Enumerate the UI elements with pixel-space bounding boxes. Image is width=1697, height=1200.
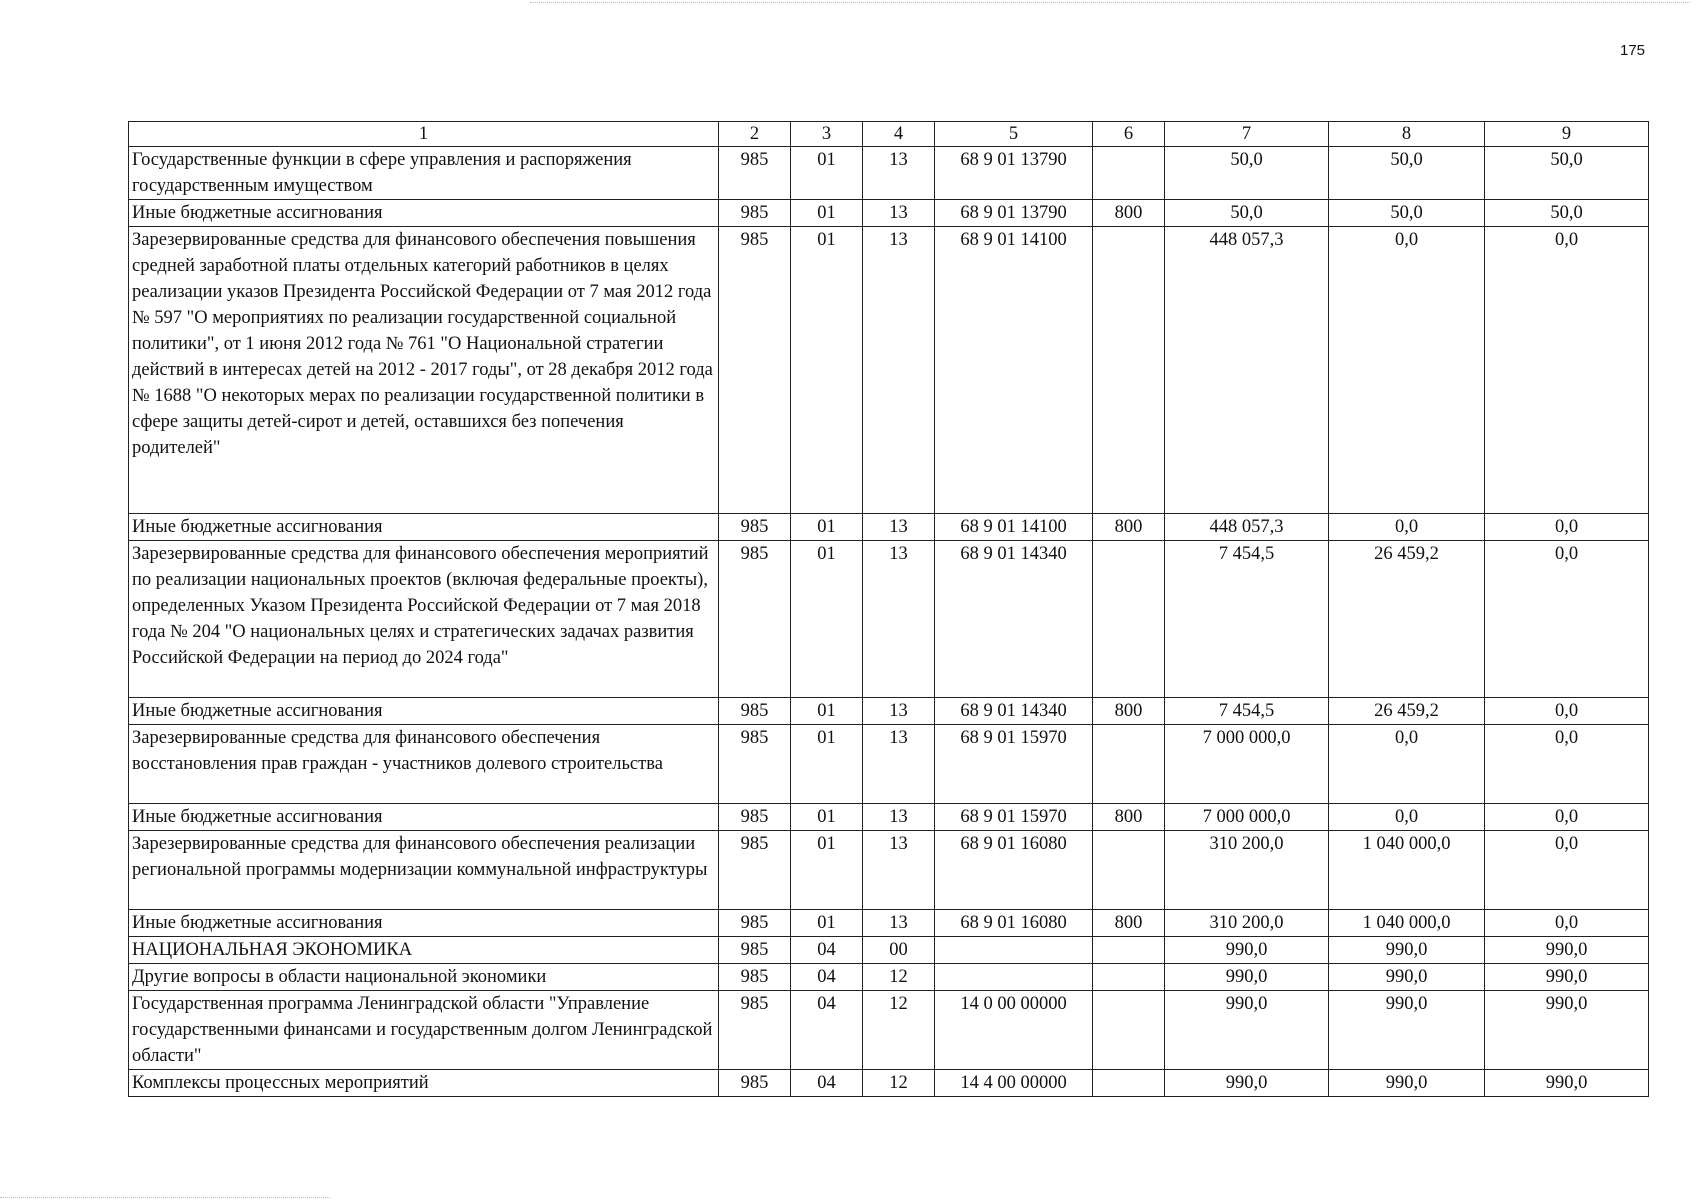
row-name: Зарезервированные средства для финансового обеспечения повышения средней заработной платы отдельных категорий работников в целях реализации указов Президента Российской Федерации от 7 мая 2012 года № 597 "О мероприятиях по реализации государственной социальной политики", от 1 июня 2012 года № 761 "О Национальной стратегии действий в интересах детей на 2012 - 2017 годы", от 28 декабря 2012 года № 1688 "О некоторых мерах по реализации государственной политики в сфере защиты детей-сирот и детей, оставшихся без попечения родителей" [129,227,719,514]
amount-col9: 0,0 [1485,725,1649,804]
target-article [935,964,1093,991]
amount-col8: 50,0 [1329,147,1485,200]
section-code: 04 [791,1070,863,1097]
amount-col9: 990,0 [1485,937,1649,964]
row-name: Иные бюджетные ассигнования [129,910,719,937]
amount-col7: 7 454,5 [1165,541,1329,698]
target-article: 68 9 01 13790 [935,147,1093,200]
table-row [129,514,1649,541]
amount-col9: 990,0 [1485,991,1649,1070]
subsection-code: 13 [863,698,935,725]
header-cell: 5 [935,122,1093,147]
amount-col8: 26 459,2 [1329,698,1485,725]
amount-col8: 0,0 [1329,804,1485,831]
scan-edge-top [530,2,1690,3]
row-name: Иные бюджетные ассигнования [129,200,719,227]
amount-col8: 50,0 [1329,200,1485,227]
expense-type [1093,227,1165,514]
amount-col9: 0,0 [1485,804,1649,831]
target-article: 68 9 01 15970 [935,804,1093,831]
amount-col7: 990,0 [1165,991,1329,1070]
table-row [129,200,1649,227]
row-name: Иные бюджетные ассигнования [129,804,719,831]
target-article: 68 9 01 16080 [935,831,1093,910]
header-cell: 1 [129,122,719,147]
table-row [129,541,1649,698]
amount-col9: 0,0 [1485,541,1649,698]
expense-type [1093,991,1165,1070]
amount-col9: 990,0 [1485,1070,1649,1097]
row-name: Зарезервированные средства для финансового обеспечения восстановления прав граждан - участников долевого строительства [129,725,719,804]
amount-col9: 0,0 [1485,910,1649,937]
header-cell: 9 [1485,122,1649,147]
row-name: Зарезервированные средства для финансового обеспечения мероприятий по реализации национальных проектов (включая федеральные проекты), определенных Указом Президента Российской Федерации от 7 мая 2018 года № 204 "О национальных целях и стратегических задачах развития Российской Федерации на период до 2024 года" [129,541,719,698]
amount-col8: 990,0 [1329,964,1485,991]
amount-col7: 7 000 000,0 [1165,804,1329,831]
table-row [129,991,1649,1070]
amount-col7: 448 057,3 [1165,227,1329,514]
amount-col8: 990,0 [1329,937,1485,964]
row-name: Государственные функции в сфере управления и распоряжения государственным имуществом [129,147,719,200]
admin-code: 985 [719,541,791,698]
subsection-code: 13 [863,831,935,910]
subsection-code: 13 [863,541,935,698]
expense-type: 800 [1093,804,1165,831]
header-cell: 4 [863,122,935,147]
section-code: 04 [791,937,863,964]
admin-code: 985 [719,991,791,1070]
target-article: 14 0 00 00000 [935,991,1093,1070]
subsection-code: 13 [863,804,935,831]
table-row [129,937,1649,964]
amount-col9: 50,0 [1485,200,1649,227]
subsection-code: 12 [863,1070,935,1097]
amount-col8: 1 040 000,0 [1329,831,1485,910]
amount-col7: 7 000 000,0 [1165,725,1329,804]
amount-col8: 1 040 000,0 [1329,910,1485,937]
section-code: 01 [791,200,863,227]
amount-col7: 50,0 [1165,200,1329,227]
section-code: 01 [791,514,863,541]
amount-col9: 0,0 [1485,831,1649,910]
table-header-row [129,122,1649,147]
admin-code: 985 [719,910,791,937]
table-row [129,698,1649,725]
expense-type [1093,964,1165,991]
row-name: Комплексы процессных мероприятий [129,1070,719,1097]
row-name: Иные бюджетные ассигнования [129,698,719,725]
subsection-code: 00 [863,937,935,964]
expense-type [1093,725,1165,804]
target-article: 68 9 01 13790 [935,200,1093,227]
expense-type: 800 [1093,200,1165,227]
target-article: 68 9 01 16080 [935,910,1093,937]
admin-code: 985 [719,937,791,964]
admin-code: 985 [719,698,791,725]
table-row [129,147,1649,200]
amount-col9: 990,0 [1485,964,1649,991]
expense-type: 800 [1093,910,1165,937]
subsection-code: 13 [863,514,935,541]
section-code: 01 [791,541,863,698]
expense-type: 800 [1093,698,1165,725]
admin-code: 985 [719,725,791,804]
admin-code: 985 [719,1070,791,1097]
amount-col9: 0,0 [1485,698,1649,725]
subsection-code: 12 [863,991,935,1070]
section-code: 01 [791,910,863,937]
subsection-code: 13 [863,910,935,937]
amount-col7: 990,0 [1165,964,1329,991]
section-code: 04 [791,991,863,1070]
scan-edge-bottom [0,1197,330,1198]
admin-code: 985 [719,831,791,910]
amount-col7: 310 200,0 [1165,831,1329,910]
admin-code: 985 [719,227,791,514]
admin-code: 985 [719,514,791,541]
amount-col7: 310 200,0 [1165,910,1329,937]
subsection-code: 13 [863,147,935,200]
target-article: 68 9 01 14340 [935,541,1093,698]
target-article: 68 9 01 15970 [935,725,1093,804]
row-name: Государственная программа Ленинградской области "Управление государственными финансами и государственным долгом Ленинградской области" [129,991,719,1070]
header-cell: 6 [1093,122,1165,147]
amount-col9: 50,0 [1485,147,1649,200]
amount-col9: 0,0 [1485,227,1649,514]
section-code: 01 [791,804,863,831]
row-name: Другие вопросы в области национальной экономики [129,964,719,991]
table-row [129,725,1649,804]
expense-type: 800 [1093,514,1165,541]
expense-type [1093,831,1165,910]
subsection-code: 13 [863,725,935,804]
amount-col8: 990,0 [1329,1070,1485,1097]
row-name: Зарезервированные средства для финансового обеспечения реализации региональной программы модернизации коммунальной инфраструктуры [129,831,719,910]
amount-col7: 448 057,3 [1165,514,1329,541]
target-article: 68 9 01 14100 [935,514,1093,541]
section-code: 01 [791,725,863,804]
section-code: 01 [791,698,863,725]
target-article: 68 9 01 14340 [935,698,1093,725]
header-cell: 2 [719,122,791,147]
target-article: 68 9 01 14100 [935,227,1093,514]
admin-code: 985 [719,200,791,227]
section-code: 01 [791,227,863,514]
budget-allocation-table [128,121,1649,1097]
table-row [129,1070,1649,1097]
amount-col8: 0,0 [1329,227,1485,514]
table-row [129,964,1649,991]
subsection-code: 13 [863,200,935,227]
header-cell: 3 [791,122,863,147]
amount-col8: 0,0 [1329,725,1485,804]
table-row [129,804,1649,831]
amount-col8: 990,0 [1329,991,1485,1070]
expense-type [1093,541,1165,698]
header-cell: 7 [1165,122,1329,147]
admin-code: 985 [719,804,791,831]
table-row [129,227,1649,514]
amount-col7: 50,0 [1165,147,1329,200]
admin-code: 985 [719,147,791,200]
amount-col7: 7 454,5 [1165,698,1329,725]
row-name: Иные бюджетные ассигнования [129,514,719,541]
target-article: 14 4 00 00000 [935,1070,1093,1097]
amount-col8: 0,0 [1329,514,1485,541]
target-article [935,937,1093,964]
amount-col7: 990,0 [1165,937,1329,964]
page-number: 175 [1620,42,1646,59]
table-row [129,831,1649,910]
expense-type [1093,147,1165,200]
amount-col7: 990,0 [1165,1070,1329,1097]
admin-code: 985 [719,964,791,991]
expense-type [1093,937,1165,964]
header-cell: 8 [1329,122,1485,147]
subsection-code: 12 [863,964,935,991]
amount-col8: 26 459,2 [1329,541,1485,698]
section-code: 01 [791,147,863,200]
table-row [129,910,1649,937]
subsection-code: 13 [863,227,935,514]
row-name: НАЦИОНАЛЬНАЯ ЭКОНОМИКА [129,937,719,964]
section-code: 04 [791,964,863,991]
expense-type [1093,1070,1165,1097]
section-code: 01 [791,831,863,910]
amount-col9: 0,0 [1485,514,1649,541]
